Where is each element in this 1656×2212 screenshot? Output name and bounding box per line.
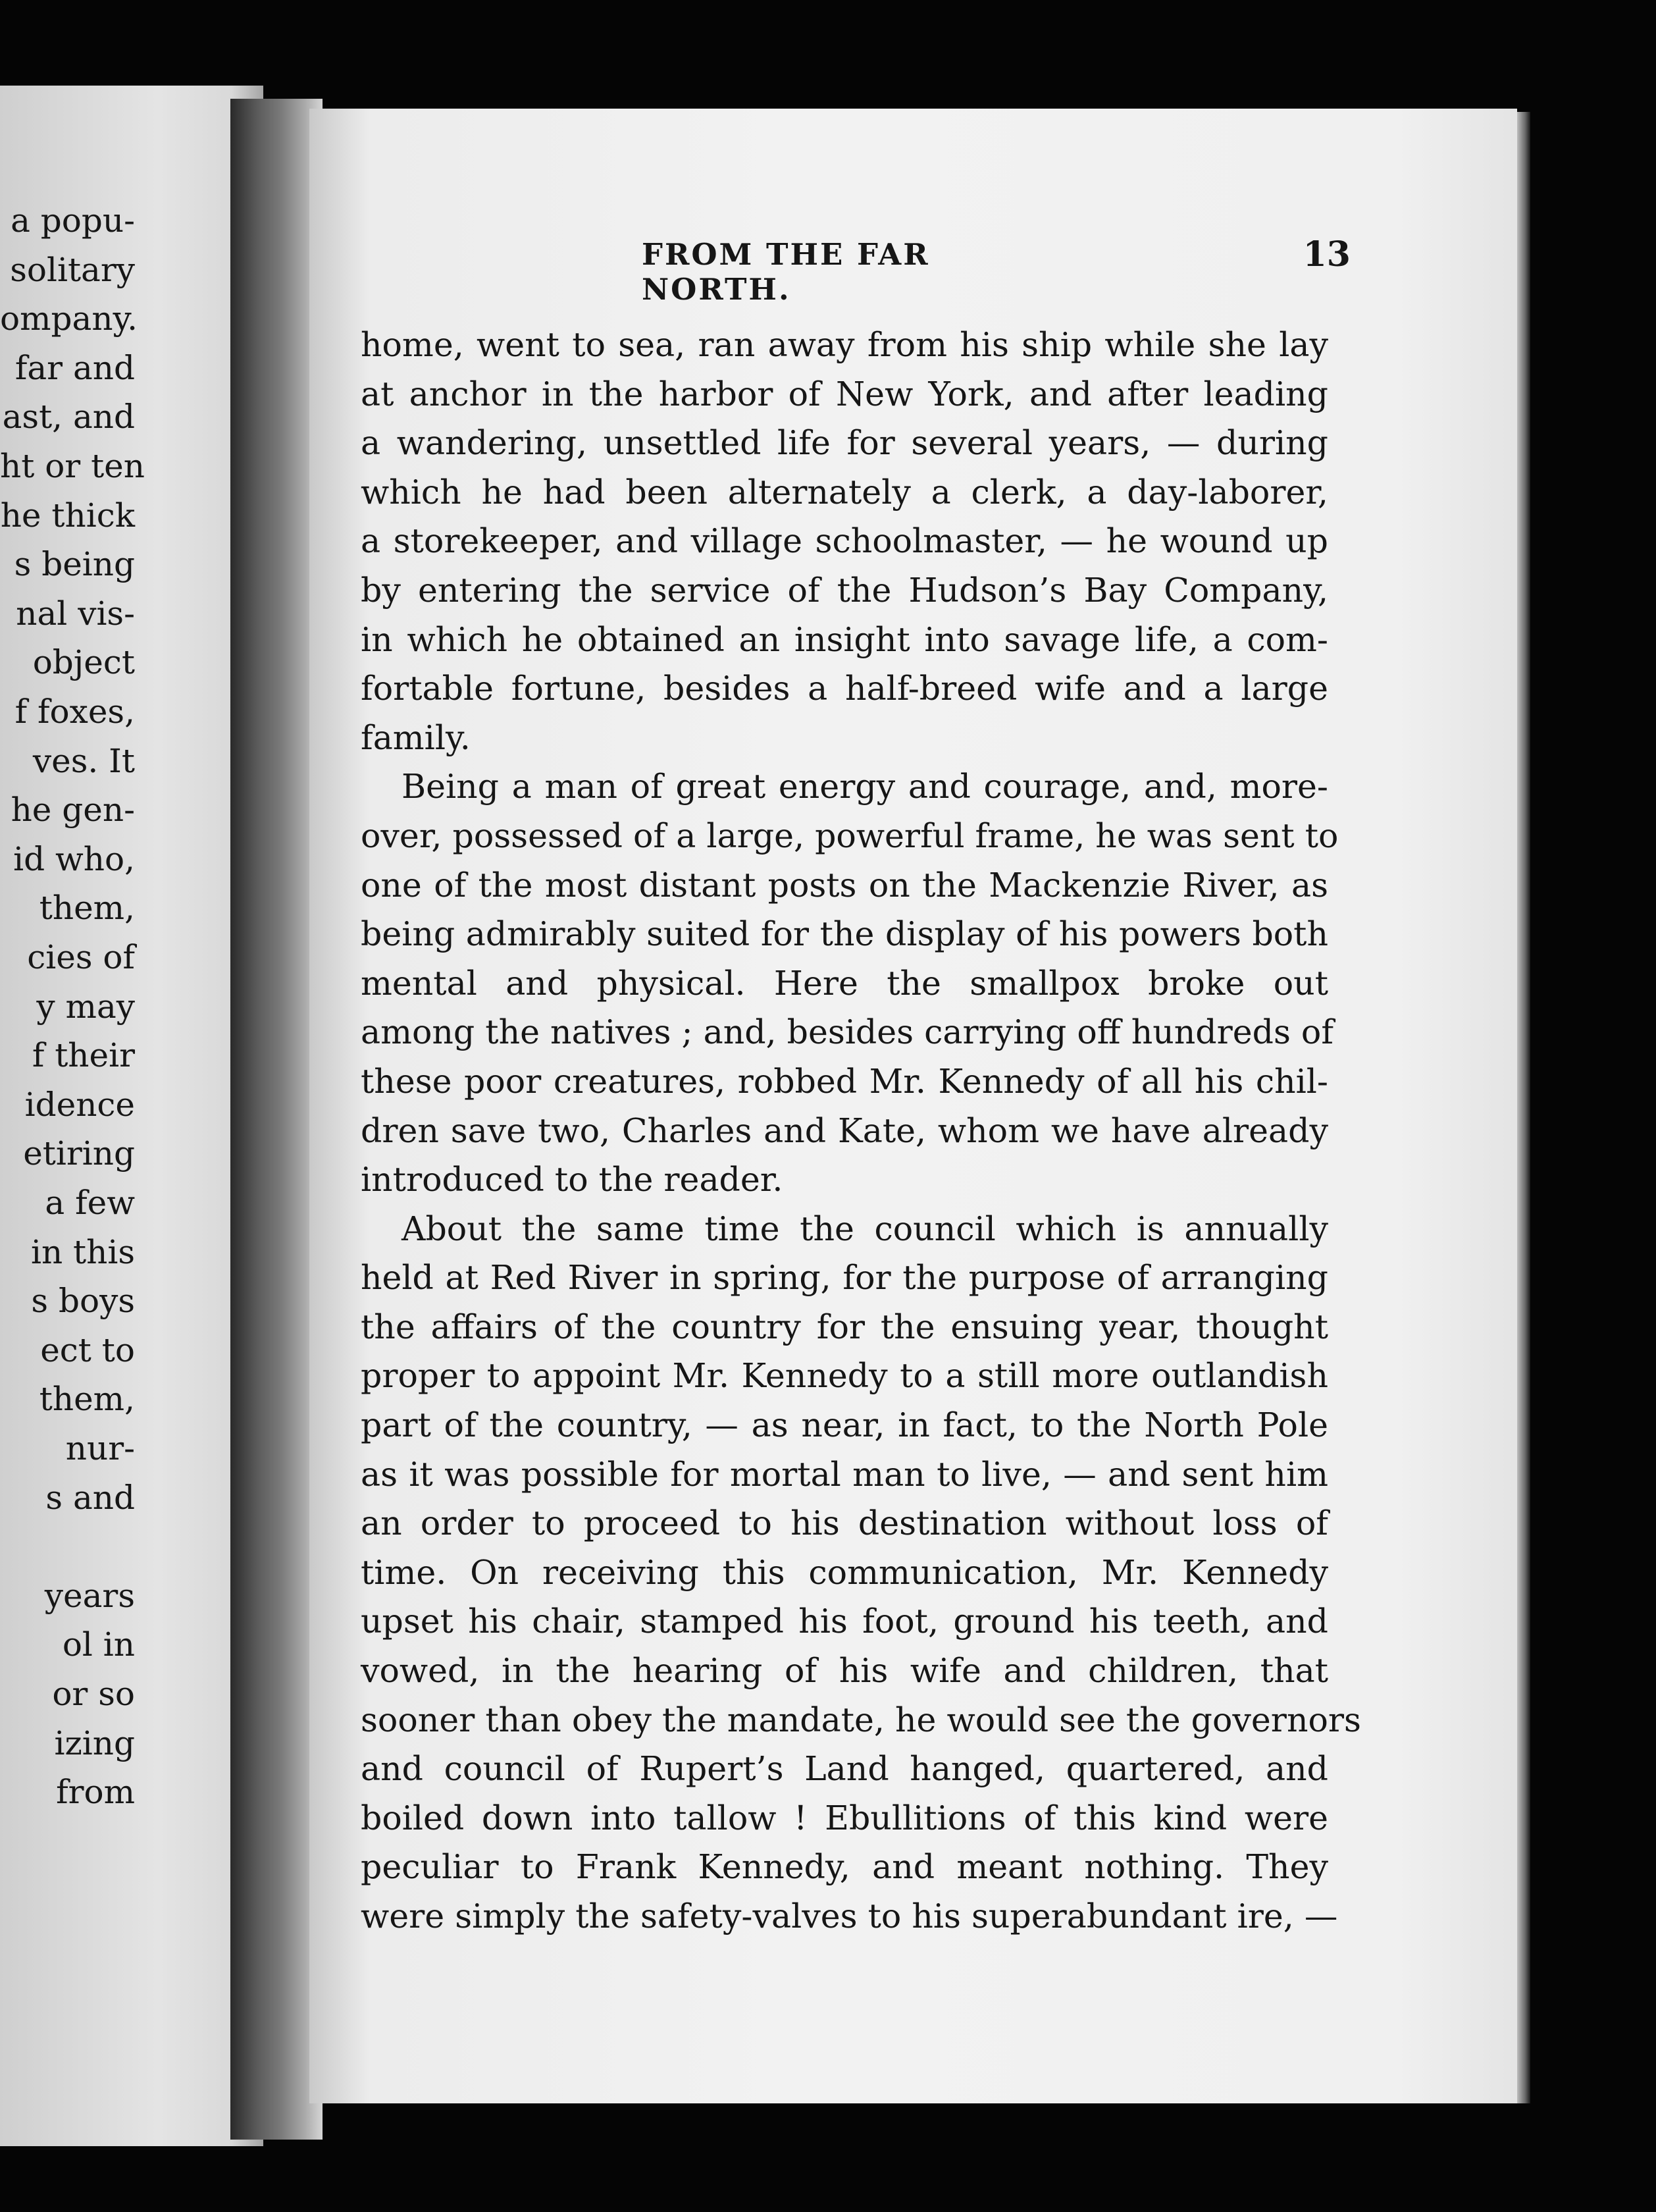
running-head: FROM THE FAR NORTH. xyxy=(642,237,930,307)
page-number: 13 xyxy=(1303,234,1351,275)
text-line: home, went to sea, ran away from his ship while she lay xyxy=(361,325,1328,364)
text-line: the affairs of the country for the ensuing year, thought xyxy=(361,1307,1328,1346)
facing-page-line: years xyxy=(44,1576,135,1615)
facing-page-line: cies of xyxy=(27,938,135,976)
facing-page-line: id who, xyxy=(13,839,135,878)
facing-page-line: idence xyxy=(24,1085,135,1124)
facing-page-line: izing xyxy=(54,1724,135,1762)
facing-page-line: them, xyxy=(39,889,135,928)
page-body xyxy=(361,321,1361,1941)
page-edge xyxy=(1517,112,1530,2103)
text-line: proper to appoint Mr. Kennedy to a still more outlandish xyxy=(361,1356,1328,1396)
text-line: Being a man of great energy and courage, and, more- xyxy=(401,767,1328,806)
text-line: mental and physical. Here the smallpox broke out xyxy=(361,963,1328,1003)
facing-page-line: ht or ten xyxy=(0,447,145,485)
facing-page-line: f their xyxy=(32,1036,135,1075)
facing-page-line: a popu- xyxy=(11,201,135,240)
facing-page-line: he gen- xyxy=(11,791,135,830)
facing-page-line: s and xyxy=(45,1478,135,1517)
text-line: one of the most distant posts on the Mackenzie River, as xyxy=(361,865,1328,905)
text-line: vowed, in the hearing of his wife and children, that xyxy=(361,1651,1328,1691)
facing-page-line: nal vis- xyxy=(16,594,135,633)
facing-page-line: them, xyxy=(39,1380,135,1419)
text-line: by entering the service of the Hudson’s Bay Company, xyxy=(361,570,1328,610)
text-line: were simply the safety-valves to his superabundant ire, — xyxy=(361,1897,1338,1936)
text-line: as it was possible for mortal man to live, — and sent him xyxy=(361,1454,1328,1494)
facing-page-line: solitary xyxy=(10,250,135,289)
facing-page xyxy=(0,86,263,2146)
text-line: a wandering, unsettled life for several years, — during xyxy=(361,423,1328,463)
facing-page-line: from xyxy=(56,1773,135,1812)
text-line: in which he obtained an insight into savage life, a com- xyxy=(361,619,1328,659)
facing-page-line: or so xyxy=(52,1675,135,1713)
text-line: fortable fortune, besides a half-breed wife and a large xyxy=(361,669,1328,708)
text-line: part of the country, — as near, in fact, to the North Pole xyxy=(361,1406,1328,1445)
facing-page-line: nur- xyxy=(65,1429,135,1467)
facing-page-line: object xyxy=(32,643,135,682)
facing-page-line: ect to xyxy=(40,1330,135,1369)
text-line: peculiar to Frank Kennedy, and meant nothing. They xyxy=(361,1847,1328,1887)
facing-page-line: etiring xyxy=(23,1134,135,1173)
text-line: being admirably suited for the display of his powers both xyxy=(361,914,1328,954)
text-line: over, possessed of a large, powerful frame, he was sent to xyxy=(361,816,1339,855)
text-line: and council of Rupert’s Land hanged, quartered, and xyxy=(361,1749,1328,1789)
facing-page-line: in this xyxy=(30,1232,135,1271)
text-line: which he had been alternately a clerk, a day-laborer, xyxy=(361,472,1328,512)
text-line: a storekeeper, and village schoolmaster, — he wound up xyxy=(361,521,1328,561)
text-line: sooner than obey the mandate, he would see the governors xyxy=(361,1700,1361,1739)
text-line: time. On receiving this communication, Mr. Kennedy xyxy=(361,1552,1328,1592)
text-line: held at Red River in spring, for the purpose of arranging xyxy=(361,1258,1328,1298)
facing-page-line: a few xyxy=(45,1184,135,1222)
facing-page-line: ves. It xyxy=(32,741,135,780)
text-line: dren save two, Charles and Kate, whom we have already xyxy=(361,1111,1328,1150)
text-line: introduced to the reader. xyxy=(361,1160,783,1199)
paragraph xyxy=(361,762,1339,1204)
facing-page-line: far and xyxy=(14,348,135,387)
facing-page-line: s boys xyxy=(31,1282,135,1321)
facing-page-line: he thick xyxy=(0,496,135,535)
text-line: upset his chair, stamped his foot, ground his teeth, and xyxy=(361,1602,1328,1641)
facing-page-line: f foxes, xyxy=(14,693,135,731)
facing-page-line: s being xyxy=(14,545,135,584)
text-line: family. xyxy=(361,718,471,757)
book-gutter xyxy=(230,99,323,2140)
text-line: About the same time the council which is annually xyxy=(401,1209,1328,1248)
paragraph xyxy=(361,1205,1361,1941)
text-line: among the natives ; and, besides carrying off hundreds of xyxy=(361,1013,1334,1052)
facing-page-line: y may xyxy=(36,987,135,1026)
text-line: at anchor in the harbor of New York, and after leading xyxy=(361,374,1328,413)
text-line: these poor creatures, robbed Mr. Kennedy of all his chil- xyxy=(361,1061,1328,1101)
facing-page-line: ompany. xyxy=(0,300,138,338)
facing-page-line: ast, and xyxy=(2,398,135,436)
facing-page-line: ol in xyxy=(62,1625,135,1664)
text-line: an order to proceed to his destination without loss of xyxy=(361,1504,1328,1543)
text-line: boiled down into tallow ! Ebullitions of this kind were xyxy=(361,1798,1328,1837)
paragraph xyxy=(361,321,1328,762)
